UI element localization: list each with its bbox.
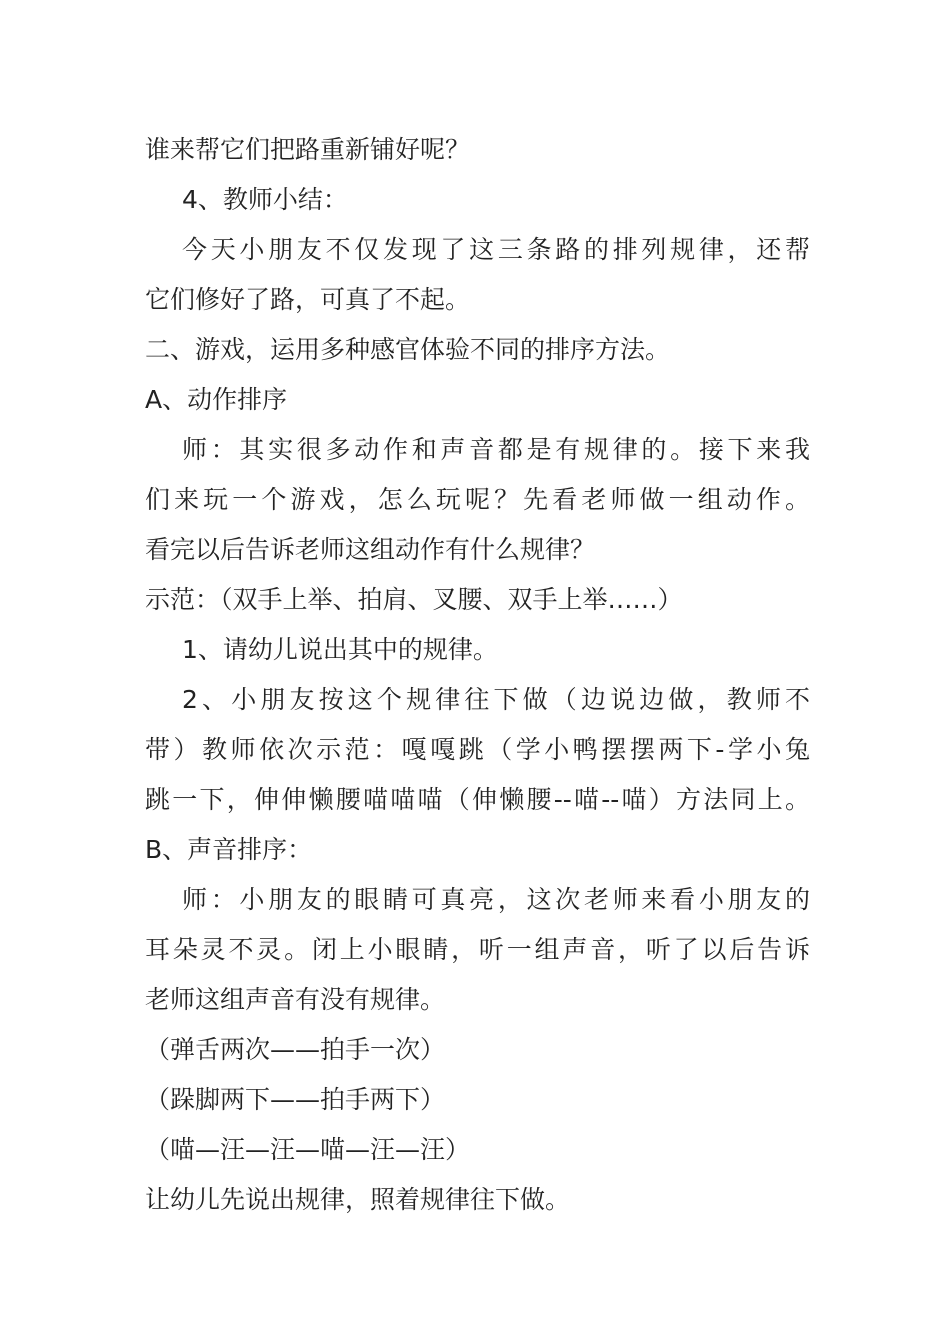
text-line: 今天小朋友不仅发现了这三条路的排列规律，还帮 [182, 235, 810, 264]
text-line: 示范：（双手上举、拍肩、叉腰、双手上举……） [145, 585, 683, 614]
text-line: 它们修好了路，可真了不起。 [145, 285, 471, 314]
text-line: 1、请幼儿说出其中的规律。 [182, 635, 498, 664]
text-line: 谁来帮它们把路重新铺好呢？ [145, 135, 471, 164]
subsection-heading: B、声音排序： [145, 835, 313, 864]
subsection-heading: A、动作排序 [145, 385, 288, 414]
document-body [145, 125, 810, 1225]
text-line: 跳一下，伸伸懒腰喵喵喵（伸懒腰--喵--喵）方法同上。 [145, 785, 810, 814]
text-line: 看完以后告诉老师这组动作有什么规律？ [145, 535, 596, 564]
text-line: 老师这组声音有没有规律。 [145, 985, 446, 1014]
text-line: 师：其实很多动作和声音都是有规律的。接下来我 [182, 435, 810, 464]
text-line: 耳朵灵不灵。闭上小眼睛，听一组声音，听了以后告诉 [145, 935, 810, 964]
text-line: （弹舌两次——拍手一次） [145, 1035, 446, 1064]
text-line: 2、小朋友按这个规律往下做（边说边做，教师不 [182, 685, 810, 714]
text-line: 师：小朋友的眼睛可真亮，这次老师来看小朋友的 [182, 885, 810, 914]
text-line: （跺脚两下——拍手两下） [145, 1085, 446, 1114]
text-line: 让幼儿先说出规律，照着规律往下做。 [145, 1185, 571, 1214]
section-heading: 4、教师小结： [182, 185, 348, 214]
section-heading: 二、游戏，运用多种感官体验不同的排序方法。 [145, 335, 671, 364]
text-line: 带）教师依次示范：嘎嘎跳（学小鸭摆摆两下-学小兔 [145, 735, 810, 764]
text-line: （喵—汪—汪—喵—汪—汪） [145, 1135, 471, 1164]
text-line: 们来玩一个游戏，怎么玩呢？先看老师做一组动作。 [145, 485, 810, 514]
